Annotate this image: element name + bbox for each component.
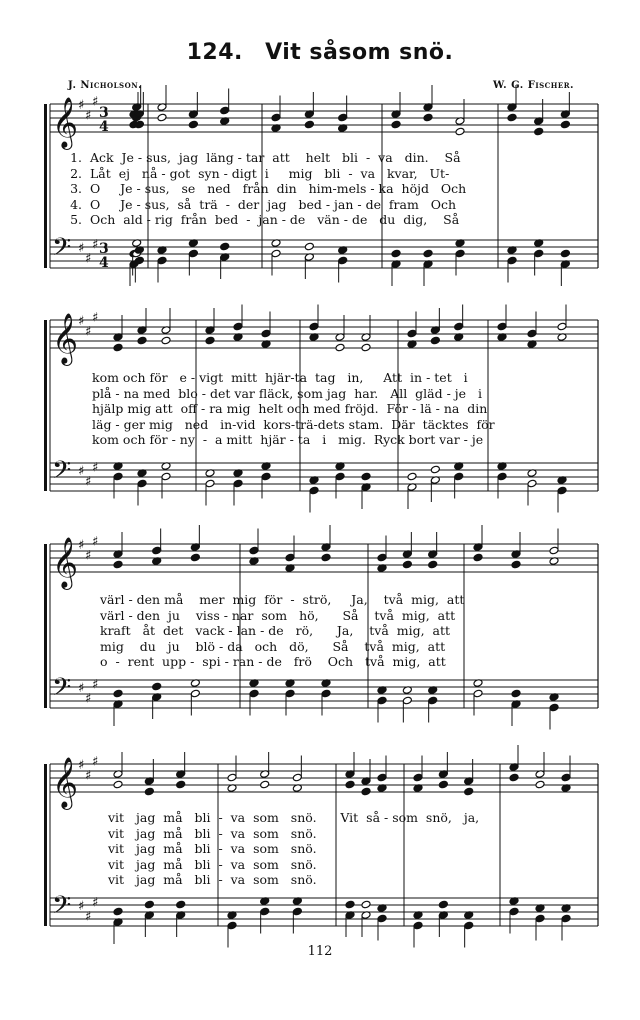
lyricist-credit: J. Nicholson. [68, 80, 143, 91]
note-head [361, 900, 371, 909]
note-head [220, 106, 230, 115]
note-head [227, 773, 237, 782]
sharp-icon: ♯ [78, 899, 85, 914]
verse-number: 2. [70, 165, 82, 181]
sharp-icon: ♯ [85, 474, 92, 490]
note-head [152, 546, 162, 555]
lyric-line: vit jag må bli - va som snö. [108, 825, 317, 841]
note-head [557, 322, 567, 331]
lyric-line: värl - den ju viss - nar som hö, Så två mig, att [100, 607, 456, 623]
lyric-line: Ack Je - sus, jag läng - tar att helt bli - va din. Så [90, 150, 461, 165]
lyric-line: vit jag må bli - va som snö. [108, 841, 317, 856]
note-head [407, 329, 417, 338]
sharp-icon: ♯ [92, 677, 99, 693]
note-head [438, 900, 448, 909]
verse-number: 1. [70, 150, 82, 165]
note-head [271, 113, 281, 122]
bass-clef-icon: 𝄢 [52, 673, 72, 708]
hymn-number: 124. [186, 40, 243, 65]
sharp-icon: ♯ [85, 548, 92, 564]
hymn-name: Vit såsom snö. [265, 40, 454, 65]
bass-staff-1 [50, 233, 598, 286]
note-head [220, 242, 230, 251]
time-signature-top: 3 [99, 241, 109, 257]
sharp-icon: ♯ [85, 251, 92, 267]
note-head [377, 773, 387, 782]
note-head [413, 773, 423, 782]
note-head [292, 773, 302, 782]
verse-number: 5. [70, 212, 82, 227]
page-number: 112 [307, 944, 333, 959]
composer-credit: W. G. Fischer. [492, 80, 574, 91]
treble-clef-icon: 𝄞 [52, 313, 79, 364]
note-head [561, 773, 571, 782]
sharp-icon: ♯ [92, 237, 99, 253]
note-head [527, 329, 537, 338]
sharp-icon: ♯ [78, 314, 85, 329]
treble-staff-3 [50, 525, 598, 590]
note-head [113, 907, 123, 916]
lyric-line: hjälp mig att off - ra mig helt och med fröjd. För - lä - na din [92, 401, 488, 416]
note-head [361, 472, 371, 481]
lyric-line: vit jag må bli - va som snö. Vit så - som snö, ja, [108, 810, 480, 825]
sharp-icon: ♯ [85, 108, 92, 124]
note-head [233, 322, 243, 331]
note-head [249, 546, 259, 555]
lyric-line: vit jag må bli - va som snö. [108, 856, 317, 872]
note-head [377, 553, 387, 562]
treble-clef-icon: 𝄞 [52, 537, 79, 588]
note-head [454, 322, 464, 331]
note-head [423, 249, 433, 258]
sharp-icon: ♯ [78, 241, 85, 256]
note-head [261, 329, 271, 338]
lyric-line: Låt ej nå - got syn - digt i mig bli - va kvar, Ut- [90, 165, 450, 181]
time-signature-top: 3 [99, 105, 109, 121]
lyric-line: Och ald - rig från bed - jan - de vän - de du dig, Så [90, 212, 460, 227]
note-head [113, 689, 123, 698]
sharp-icon: ♯ [92, 754, 99, 770]
treble-clef-icon: 𝄞 [52, 757, 79, 808]
sharp-icon: ♯ [78, 758, 85, 773]
sharp-icon: ♯ [78, 98, 85, 113]
note-head [497, 322, 507, 331]
note-head [549, 546, 559, 555]
music-system-4 [0, 756, 640, 936]
sharp-icon: ♯ [92, 310, 99, 326]
lyric-line: kraft åt det vack - lan - de rö, Ja, två mig, att [100, 623, 450, 638]
sharp-icon: ♯ [85, 909, 92, 925]
bass-staff-2 [50, 456, 598, 513]
note-head [309, 322, 319, 331]
sharp-icon: ♯ [92, 534, 99, 550]
note-head [430, 465, 440, 474]
treble-staff-1 [50, 85, 598, 150]
sharp-icon: ♯ [78, 681, 85, 696]
lyric-line: o - rent upp - spi - ran - de frö Och två mig, att [100, 654, 446, 669]
hymn-title [0, 40, 640, 65]
treble-staff-2 [50, 305, 598, 367]
time-signature-bottom: 4 [99, 255, 109, 271]
note-head [338, 113, 348, 122]
note-head [511, 689, 521, 698]
sharp-icon: ♯ [78, 538, 85, 553]
bass-clef-icon: 𝄢 [52, 456, 72, 491]
note-head [345, 900, 355, 909]
treble-staff-4 [50, 745, 598, 810]
sharp-icon: ♯ [85, 768, 92, 784]
bass-clef-icon: 𝄢 [52, 233, 72, 268]
note-head [560, 249, 570, 258]
verse-number: 4. [70, 196, 82, 212]
lyric-line: O Je - sus, se ned från din him-mels - ka höjd Och [90, 181, 467, 196]
sharp-icon: ♯ [92, 94, 99, 110]
lyric-line: kom och för - ny - a mitt hjär - ta i mig. Ryck bort var - je [92, 432, 484, 447]
sharp-icon: ♯ [85, 324, 92, 340]
time-signature-bottom: 4 [99, 119, 109, 135]
lyric-line: läg - ger mig ned in-vid kors-trä-dets stam. Där täcktes för [92, 416, 495, 432]
sharp-icon: ♯ [92, 895, 99, 911]
note-head [152, 682, 162, 691]
sharp-icon: ♯ [78, 464, 85, 479]
verse-number: 3. [70, 181, 82, 196]
note-head [285, 553, 295, 562]
lyric-line: vit jag må bli - va som snö. [108, 872, 317, 887]
bass-staff-3 [50, 673, 598, 730]
note-head [304, 242, 314, 251]
sharp-icon: ♯ [85, 691, 92, 707]
note-head [144, 900, 154, 909]
lyric-line: mig du ju blö - da och dö, Så två mig, att [100, 638, 446, 654]
sharp-icon: ♯ [92, 460, 99, 476]
note-head [391, 249, 401, 258]
bass-clef-icon: 𝄢 [52, 891, 72, 926]
bass-staff-4 [50, 891, 598, 948]
note-head [407, 472, 417, 481]
treble-clef-icon: 𝄞 [52, 97, 79, 148]
note-head [176, 900, 186, 909]
lyric-line: plå - na med blo - det var fläck, som jag har. All gläd - je i [92, 385, 482, 401]
lyric-line: värl - den må mer mig för - strö, Ja, två mig, att [100, 592, 465, 607]
lyric-line: O Je - sus, så trä - der jag bed - jan - de fram Och [90, 196, 457, 212]
lyric-line: kom och för e - vigt mitt hjär-ta tag in, Att in - tet i [92, 370, 468, 385]
